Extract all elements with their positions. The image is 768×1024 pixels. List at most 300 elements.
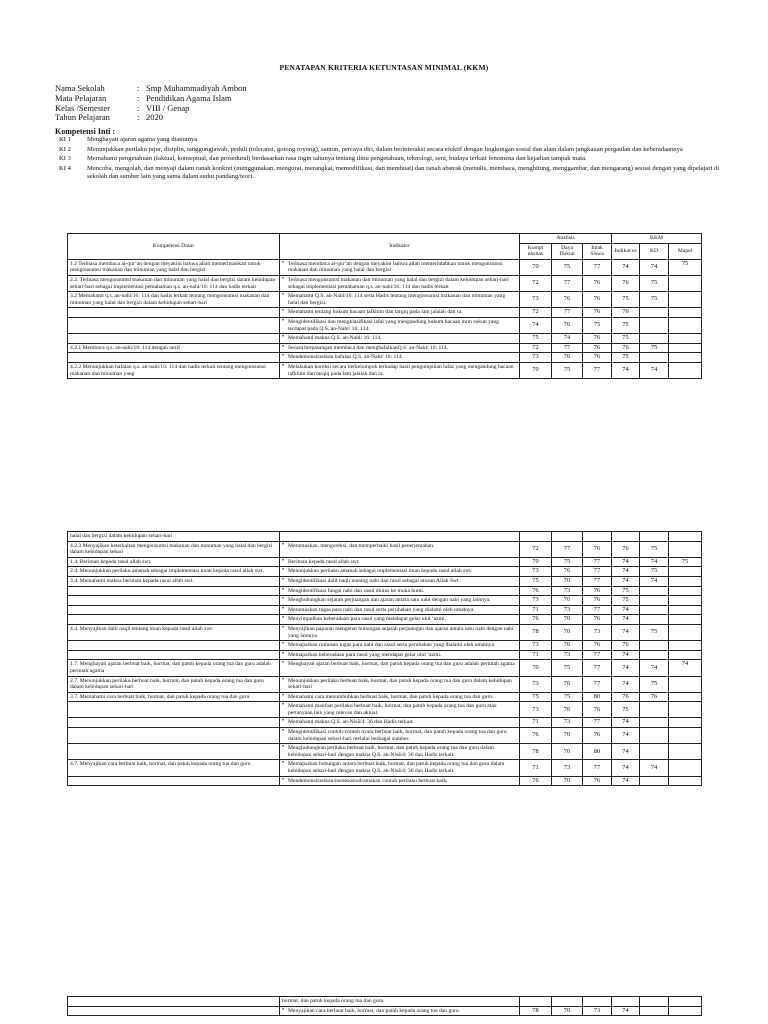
kkm-kd-cell [640, 605, 669, 615]
intake-cell: 77 [583, 605, 612, 615]
kd-cell: 1.2 Terbiasa membaca al-qur’an dengan meyakini bahwa allah memerintahkan untuk mengonsumsi makanan dan minuman yang halal dan bergizi [68, 259, 280, 275]
kd-cell: 1.7. Menghayati ajaran berbuat baik, hormat, dan patuh kepada orang tua dan guru adalah perintah agama [68, 660, 280, 676]
kkm-indikator-cell: 74 [612, 776, 640, 786]
kkm-kd-cell [640, 997, 669, 1007]
kd-cell [68, 650, 280, 660]
table-row [68, 718, 702, 728]
kd-cell: 3.2 Memahami q.s. an-nahl/16: 114 dan hadis terkait tentang mengonsumsi makanan dan minuman yang halal dan bergizi dalam kehidupan sehari-hari [68, 292, 280, 308]
indikator-cell: • Memahami cara menumbuhkan berbuat baik, hormat, dan patuh kepada orang tua dan guru. [280, 692, 520, 702]
kkm-mapel-cell [669, 676, 702, 692]
daya-dukung-cell: 77 [552, 308, 583, 318]
kkm-mapel-cell [669, 532, 702, 542]
kkm-kd-cell: 74 [640, 576, 669, 586]
kkm-kd-cell [640, 586, 669, 596]
kkm-kd-cell [640, 317, 669, 333]
kkm-kd-cell: 75 [640, 292, 669, 308]
kd-cell [68, 718, 280, 728]
kkm-kd-cell [640, 718, 669, 728]
header-kkm-mapel: Mapel [669, 243, 702, 259]
table-row [68, 676, 702, 692]
school-info [55, 84, 247, 123]
ki-text: Menghayati ajaran agama yang dianutnya [87, 136, 198, 143]
kkm-kd-cell [640, 596, 669, 606]
kd-cell: 3.4. Memahami makna beriman kepada rasul allah swt. [68, 576, 280, 586]
kkm-mapel-cell [669, 343, 702, 353]
info-colon: : [137, 83, 140, 93]
ki-row [55, 136, 720, 144]
indikator-cell: hormat, dan patuh kepada orang tua dan guru. [280, 997, 520, 1007]
kkm-mapel-cell [669, 353, 702, 363]
kkm-indikator-cell: 75 [612, 586, 640, 596]
kkm-indikator-cell: 76 [612, 641, 640, 651]
kkm-indikator-cell: 76 [612, 541, 640, 557]
daya-dukung-cell: 75 [552, 692, 583, 702]
kkm-indikator-cell: 74 [612, 728, 640, 744]
daya-dukung-cell: 73 [552, 605, 583, 615]
indikator-cell: • Mengidentifikasi dan mengklasifikasi lafal yang mengandung hukum bacaan mim sukun yang terdapat pada Q.S. an-Nahl/ 16: 114. [280, 317, 520, 333]
daya-dukung-cell: 74 [552, 334, 583, 344]
kompleksitas-cell [520, 997, 552, 1007]
kkm-mapel-cell [669, 692, 702, 702]
kkm-kd-cell: 75 [640, 343, 669, 353]
kkm-indikator-cell: 74 [612, 650, 640, 660]
intake-cell: 73 [583, 624, 612, 640]
kompleksitas-cell [520, 532, 552, 542]
kd-cell: 4.2.3 Menyajikan keterkaitan mengonsumsi makanan dan minuman yang halal dan bergizi dalam kehidupan sehari [68, 541, 280, 557]
kkm-kd-cell: 75 [640, 567, 669, 577]
kompleksitas-cell: 70 [520, 259, 552, 275]
info-value: Pendidikan Agama Islam [146, 92, 232, 103]
intake-cell: 76 [583, 541, 612, 557]
kd-cell [68, 615, 280, 625]
kd-cell [68, 605, 280, 615]
kkm-mapel-cell [669, 1006, 702, 1016]
daya-dukung-cell: 73 [552, 718, 583, 728]
table-row [68, 353, 702, 363]
kompleksitas-cell: 73 [520, 702, 552, 718]
kompleksitas-cell: 76 [520, 776, 552, 786]
kkm-mapel-cell [669, 308, 702, 318]
indikator-cell: • Merumuskan tugas para nabi dan rasul serta perubahan yang dialami oleh umatnya. [280, 605, 520, 615]
ki-text: Memahami pengetahuan (faktual, konseptual, dan prosedural) berdasarkan rasa ingin tahunya tentang ilmu pengetahuan, teknologi, seni, budaya terkait fenomena dan kejadian tampak mata. [87, 155, 587, 162]
ki-code: KI 4 [59, 164, 71, 172]
page-title: PENATAPAN KRITERIA KETUNTASAN MINIMAL (KKM) [279, 63, 489, 72]
info-label: Kelas /Semester [55, 102, 110, 113]
kkm-kd-cell: 75 [640, 676, 669, 692]
indikator-cell: • Mengidentifikasi dalil naqli tentang nabi dan rasul sebagai utusan Allah Swt. [280, 576, 520, 586]
indikator-cell: • Secara berpasangan membaca dan menghafalkanQ.S. an-Nahl/ 16: 114. [280, 343, 520, 353]
kkm-kd-cell [640, 641, 669, 651]
intake-cell: 77 [583, 660, 612, 676]
header-kompetensi-dasar: Kompetensi Dasar [68, 234, 280, 260]
table-row [68, 362, 702, 378]
daya-dukung-cell: 76 [552, 567, 583, 577]
daya-dukung-cell: 75 [552, 259, 583, 275]
daya-dukung-cell: 73 [552, 650, 583, 660]
info-colon: : [137, 102, 140, 113]
kompleksitas-cell: 72 [520, 308, 552, 318]
kkm-mapel-cell [669, 624, 702, 640]
header-daya-dukung: Daya Dukun [552, 243, 583, 259]
ki-text: Mencoba, mengolah, dan menyaji dalam ranah konkret (menggunakan, mengurai, merangkai, memodifikasi, dan membuat) dan ranah abstrak (menulis, membaca, menghitung, menggambar, dan mengarang) sesuai dengan yang dipelajari di sekolah dan sumber lain yang sama dalam sudut pandang/teori. [87, 164, 720, 180]
kkm-kd-cell: 74 [640, 259, 669, 275]
table-row [68, 308, 702, 318]
intake-cell [583, 997, 612, 1007]
kkm-indikator-cell: 75 [612, 353, 640, 363]
kompleksitas-cell: 73 [520, 567, 552, 577]
kkm-kd-cell: 74 [640, 557, 669, 567]
kompleksitas-cell: 72 [520, 343, 552, 353]
header-kompleksitas: Kompl eksitas [520, 243, 552, 259]
kkm-mapel-cell [669, 605, 702, 615]
daya-dukung-cell: 70 [552, 576, 583, 586]
header-kkm-kd: KD [640, 243, 669, 259]
ki-row [55, 155, 720, 163]
table-row [68, 650, 702, 660]
intake-cell: 77 [583, 676, 612, 692]
indikator-cell: • Menyimpulkan keberadaan para rasul yang mendapat gelar ulul ‘azmi. [280, 615, 520, 625]
daya-dukung-cell: 76 [552, 317, 583, 333]
kkm-indikator-cell: 76 [612, 308, 640, 318]
header-analisis: Analisis [520, 234, 612, 244]
kkm-table-2 [67, 531, 702, 786]
intake-cell: 73 [583, 1006, 612, 1016]
info-label: Mata Pelajaran [55, 92, 107, 103]
indikator-cell: • Menunjukkan perilaku amanah sebagai implementasi iman kepada rasul allah swt. [280, 567, 520, 577]
table-row [68, 776, 702, 786]
header-intake: Intak Siswa [583, 243, 612, 259]
table-row [68, 541, 702, 557]
indikator-cell [280, 532, 520, 542]
kkm-kd-cell: 74 [640, 660, 669, 676]
daya-dukung-cell: 76 [552, 292, 583, 308]
kompleksitas-cell: 76 [520, 728, 552, 744]
indikator-cell: • Mengidentifikasi fungsi nabi dan rasul diutus ke muka bumi. [280, 586, 520, 596]
indikator-cell: • Melakukan koreksi secara berkelompok terhadap hasil pengumpulan lafaz yang mengandung bacaan tafkhim dan tarqiq pada lam jalalah dan ra. [280, 362, 520, 378]
kkm-mapel-cell [669, 275, 702, 291]
kd-cell [68, 728, 280, 744]
kkm-mapel-cell [669, 702, 702, 718]
table-row [68, 334, 702, 344]
indikator-cell: • Memahami manfaat perilaku berbuat baik, hormat, dan patuh kepada orang tua dan guru atau pertanyaan lain yang relevan dan aktual. [280, 702, 520, 718]
kkm-kd-cell [640, 334, 669, 344]
daya-dukung-cell: 70 [552, 728, 583, 744]
kompetensi-inti [55, 127, 720, 182]
intake-cell: 77 [583, 760, 612, 776]
kkm-mapel-cell [669, 760, 702, 776]
table-row [68, 702, 702, 718]
kkm-kd-cell [640, 308, 669, 318]
intake-cell: 76 [583, 292, 612, 308]
table-row [68, 1006, 702, 1016]
ki-list [55, 136, 720, 181]
daya-dukung-cell: 70 [552, 776, 583, 786]
kkm-table-1 [67, 233, 702, 379]
indikator-cell: • Menghubungkan sejarah perjuangan dan ajaran antara satu nabi dengan nabi yang lainnya. [280, 596, 520, 606]
kd-cell [68, 776, 280, 786]
kkm-kd-cell [640, 532, 669, 542]
kkm-indikator-cell [612, 532, 640, 542]
intake-cell: 77 [583, 650, 612, 660]
kd-cell: 4.2.1 Membaca q.s. an-nahl/16: 114 dengan tartil [68, 343, 280, 353]
header-kkm: KKM [612, 234, 702, 244]
kkm-indikator-cell: 74 [612, 744, 640, 760]
kkm-indikator-cell: 76 [612, 275, 640, 291]
kkm-indikator-cell: 75 [612, 596, 640, 606]
kkm-indikator-cell: 74 [612, 259, 640, 275]
table-row [68, 259, 702, 275]
kd-cell: 4.2.2 Menunjukkan hafalan q.s. an-nahl/16: 114 dan hadis terkait tentang mengonsumsi makanan dan minuman yang [68, 362, 280, 378]
indikator-cell: • Mendemonstrasikan/menesosiodramakan contoh perilaku berbuat baik, [280, 776, 520, 786]
kkm-mapel-cell: 75 [669, 557, 702, 567]
table-row [68, 586, 702, 596]
kkm-mapel-cell [669, 317, 702, 333]
kkm-mapel-cell [669, 650, 702, 660]
kkm-mapel-cell [669, 586, 702, 596]
intake-cell: 76 [583, 308, 612, 318]
daya-dukung-cell: 70 [552, 744, 583, 760]
kkm-kd-cell: 75 [640, 275, 669, 291]
intake-cell: 77 [583, 567, 612, 577]
kd-cell [68, 641, 280, 651]
table-row [68, 292, 702, 308]
ki-code: KI 3 [59, 155, 71, 162]
table-row [68, 576, 702, 586]
table-row [68, 567, 702, 577]
kd-cell: 2.2. Terbiasa mengonsumsi makanan dan minuman yang halal dan bergizi dalam kehidupan sehari-hari sebagai implementasi pemahaman q.s. an-nahl/16: 114 dan hadis terkait [68, 275, 280, 291]
intake-cell: 80 [583, 744, 612, 760]
kd-cell: 4.4. Menyajikan dalil naqli tentang iman kepada rasul allah swt. [68, 624, 280, 640]
table-row [68, 624, 702, 640]
kkm-indikator-cell: 74 [612, 624, 640, 640]
kd-cell [68, 308, 280, 318]
intake-cell: 80 [583, 692, 612, 702]
indikator-cell: • Menyajikan paparan mengenai hubungan sejarah perjuangan dan ajaran antara satu nabi dengan nabi yang lainnya. [280, 624, 520, 640]
indikator-cell: • Menunjukkan perilaku berbuat baik, hormat, dan patuh kepada orang tua dan guru dalam kehidupan sehari-hari [280, 676, 520, 692]
daya-dukung-cell: 75 [552, 557, 583, 567]
info-label: Tahun Pelajaran [55, 112, 110, 123]
kd-cell [68, 334, 280, 344]
kompleksitas-cell: 73 [520, 641, 552, 651]
table-row [68, 760, 702, 776]
daya-dukung-cell: 77 [552, 343, 583, 353]
indikator-cell: • Memahami tentang hukum bacaan tafkhim dan tarqiq pada lam jalalah dan ra. [280, 308, 520, 318]
indikator-cell: • Terbiasa membaca al-qur’an dengan meyakini bahwa allah memerintahkan untuk mengonsumsi makanan dan minuman yang halal dan bergizi [280, 259, 520, 275]
kkm-indikator-cell: 74 [612, 605, 640, 615]
intake-cell: 76 [583, 334, 612, 344]
table-row [68, 532, 702, 542]
table-row [68, 275, 702, 291]
header-kkm-indikator: Indikat or [612, 243, 640, 259]
kompleksitas-cell: 73 [520, 353, 552, 363]
info-value: VIII / Genap [146, 102, 190, 113]
kkm-kd-cell [640, 353, 669, 363]
kkm-kd-cell: 74 [640, 760, 669, 776]
kompleksitas-cell: 71 [520, 718, 552, 728]
daya-dukung-cell: 76 [552, 676, 583, 692]
kd-cell [68, 353, 280, 363]
kompleksitas-cell: 78 [520, 1006, 552, 1016]
indikator-cell: • Mendemonstrasikan hafalan Q.S. an-Nahl/ 16: 114. [280, 353, 520, 363]
indikator-cell: • Beriman kepada rasul allah swt. [280, 557, 520, 567]
daya-dukung-cell: 75 [552, 660, 583, 676]
intake-cell: 76 [583, 275, 612, 291]
daya-dukung-cell: 76 [552, 641, 583, 651]
table-row [68, 997, 702, 1007]
kd-cell: 3.7. Memahami cara berbuat baik, hormat, dan patuh kepada orang tua dan guru [68, 692, 280, 702]
ki-heading: Kompetensi Inti : [55, 127, 115, 136]
kkm-kd-cell [640, 1006, 669, 1016]
table-row [68, 692, 702, 702]
kd-cell: 2.4. Menunjukkan perilaku amanah sebagai implementasi iman kepada rasul allah swt. [68, 567, 280, 577]
kd-cell: 1.4. Beriman kepada rasul allah swt. [68, 557, 280, 567]
kompleksitas-cell: 74 [520, 317, 552, 333]
table-row [68, 605, 702, 615]
kkm-table-3 [67, 996, 702, 1016]
kompleksitas-cell: 73 [520, 292, 552, 308]
table-row [68, 641, 702, 651]
kompleksitas-cell: 72 [520, 275, 552, 291]
kd-cell [68, 1006, 280, 1016]
kd-cell: 2.7. Menunjukkan perilaku berbuat baik, hormat, dan patuh kepada orang tua dan guru dalam kehidupan sehari-hari [68, 676, 280, 692]
ki-code: KI 2 [59, 145, 71, 153]
kkm-mapel-cell [669, 596, 702, 606]
daya-dukung-cell: 70 [552, 615, 583, 625]
kkm-indikator-cell: 74 [612, 576, 640, 586]
daya-dukung-cell [552, 997, 583, 1007]
table-row [68, 615, 702, 625]
info-colon: : [137, 92, 140, 103]
kkm-indikator-cell: 75 [612, 292, 640, 308]
kompleksitas-cell: 70 [520, 557, 552, 567]
kkm-indikator-cell: 74 [612, 660, 640, 676]
kkm-indikator-cell: 74 [612, 1006, 640, 1016]
info-value: Smp Muhammadiyah Ambon [146, 83, 247, 93]
kkm-indikator-cell: 74 [612, 760, 640, 776]
kkm-mapel-cell [669, 641, 702, 651]
kkm-indikator-cell: 74 [612, 557, 640, 567]
kd-cell [68, 997, 280, 1007]
intake-cell: 76 [583, 615, 612, 625]
table-row [68, 596, 702, 606]
kompleksitas-cell: 75 [520, 576, 552, 586]
intake-cell: 77 [583, 362, 612, 378]
indikator-cell: • Memahami makna Q.S. an-Nahl/ 16: 114. [280, 334, 520, 344]
kkm-indikator-cell: 74 [612, 676, 640, 692]
table-row [68, 343, 702, 353]
daya-dukung-cell [552, 532, 583, 542]
ki-row [55, 165, 720, 181]
kkm-kd-cell: 76 [640, 692, 669, 702]
kkm-kd-cell [640, 776, 669, 786]
ki-row [55, 146, 720, 154]
intake-cell: 76 [583, 353, 612, 363]
daya-dukung-cell: 77 [552, 541, 583, 557]
kkm-mapel-cell [669, 576, 702, 586]
kompleksitas-cell: 71 [520, 650, 552, 660]
kkm-kd-cell [640, 744, 669, 760]
kompleksitas-cell: 70 [520, 660, 552, 676]
indikator-cell: • Terbiasa mengonsumsi makanan dan minuman yang halal dan bergizi dalam kehidupan sehari-hari sebagai implementasi pemahaman q.s. an-nahl/16: 114 dan hadis terkait [280, 275, 520, 291]
daya-dukung-cell: 75 [552, 362, 583, 378]
indikator-cell: • Memaparkan hubungan antara berbuat baik, hormat, dan patuh kepada orang tua dan guru dalam kehidupan sehari-hari dengan makna Q.S. an-Nisā/4: 36 dan Hadis terkait. [280, 760, 520, 776]
indikator-cell: • Merumuskan, mengoreksi, dan memperbaiki hasil penerjemahan. [280, 541, 520, 557]
kkm-mapel-cell [669, 541, 702, 557]
indikator-cell: • Memaparkan keberadaan para rasul yang mendapat gelar ulul ‘azmi. [280, 650, 520, 660]
indikator-cell: • Memahami makna Q.S. an-Nisā/4: 36 dan Hadis terkait. [280, 718, 520, 728]
daya-dukung-cell: 73 [552, 760, 583, 776]
ki-code: KI 1 [59, 136, 71, 143]
kd-cell [68, 702, 280, 718]
kkm-mapel-cell: 74 [669, 660, 702, 676]
daya-dukung-cell: 76 [552, 596, 583, 606]
kd-cell [68, 586, 280, 596]
daya-dukung-cell: 70 [552, 1006, 583, 1016]
table-row [68, 728, 702, 744]
intake-cell: 76 [583, 776, 612, 786]
kd-cell [68, 317, 280, 333]
daya-dukung-cell: 76 [552, 353, 583, 363]
kd-cell: 4.7. Menyajikan cara berbuat baik, hormat, dan patuh kepada orang tua dan guru [68, 760, 280, 776]
intake-cell: 76 [583, 728, 612, 744]
kkm-mapel-cell [669, 615, 702, 625]
info-label: Nama Sekolah [55, 83, 105, 93]
ki-text: Menunjukkan perilaku jujur, disiplin, tanggungjawab, peduli (toleransi, gotong royong), santun, percaya diri, dalam berinteraksi secara efektif dengan lingkungan sosial dan alam dalam jangkauan pergaulan dan keberadaannya [87, 145, 683, 153]
indikator-cell: • Menyajikan cara berbuat baik, hormat, dan patuh kepada orang tua dan guru. [280, 1006, 520, 1016]
intake-cell: 77 [583, 718, 612, 728]
kkm-mapel-cell: 75 [669, 259, 702, 275]
kkm-indikator-cell: 74 [612, 362, 640, 378]
table-row [68, 317, 702, 333]
kkm-indikator-cell: 74 [612, 615, 640, 625]
daya-dukung-cell: 76 [552, 702, 583, 718]
kompleksitas-cell: 76 [520, 586, 552, 596]
indikator-cell: • Menghayati ajaran berbuat baik, hormat, dan patuh kepada orang tua dan guru adalah perintah agama [280, 660, 520, 676]
kkm-indikator-cell: 75 [612, 317, 640, 333]
kkm-mapel-cell [669, 776, 702, 786]
header-indikator: Indikator [280, 234, 520, 260]
table-row [68, 557, 702, 567]
kkm-kd-cell [640, 728, 669, 744]
kompleksitas-cell: 73 [520, 676, 552, 692]
info-row [55, 113, 247, 123]
kompleksitas-cell: 71 [520, 605, 552, 615]
intake-cell: 76 [583, 343, 612, 353]
kkm-mapel-cell [669, 718, 702, 728]
intake-cell: 77 [583, 557, 612, 567]
intake-cell [583, 532, 612, 542]
kkm-kd-cell: 75 [640, 541, 669, 557]
table-row [68, 660, 702, 676]
kkm-indikator-cell: 75 [612, 702, 640, 718]
daya-dukung-cell: 77 [552, 275, 583, 291]
indikator-cell: • Menghubungkan perilaku berbuat baik, hormat, dan patuh kepada orang tua dan guru dalam kehidupan sehari-hari dengan makna Q.S. an-Nisā/4: 36 dan Hadis terkait. [280, 744, 520, 760]
kkm-kd-cell [640, 650, 669, 660]
kkm-indikator-cell: 75 [612, 334, 640, 344]
kkm-indikator-cell: 74 [612, 718, 640, 728]
kompleksitas-cell: 75 [520, 692, 552, 702]
kkm-mapel-cell [669, 292, 702, 308]
intake-cell: 76 [583, 641, 612, 651]
daya-dukung-cell: 73 [552, 586, 583, 596]
info-colon: : [137, 112, 140, 123]
kkm-kd-cell [640, 702, 669, 718]
daya-dukung-cell: 70 [552, 624, 583, 640]
kkm-mapel-cell [669, 744, 702, 760]
kd-cell [68, 744, 280, 760]
info-value: 2020 [146, 112, 163, 123]
kompleksitas-cell: 73 [520, 596, 552, 606]
